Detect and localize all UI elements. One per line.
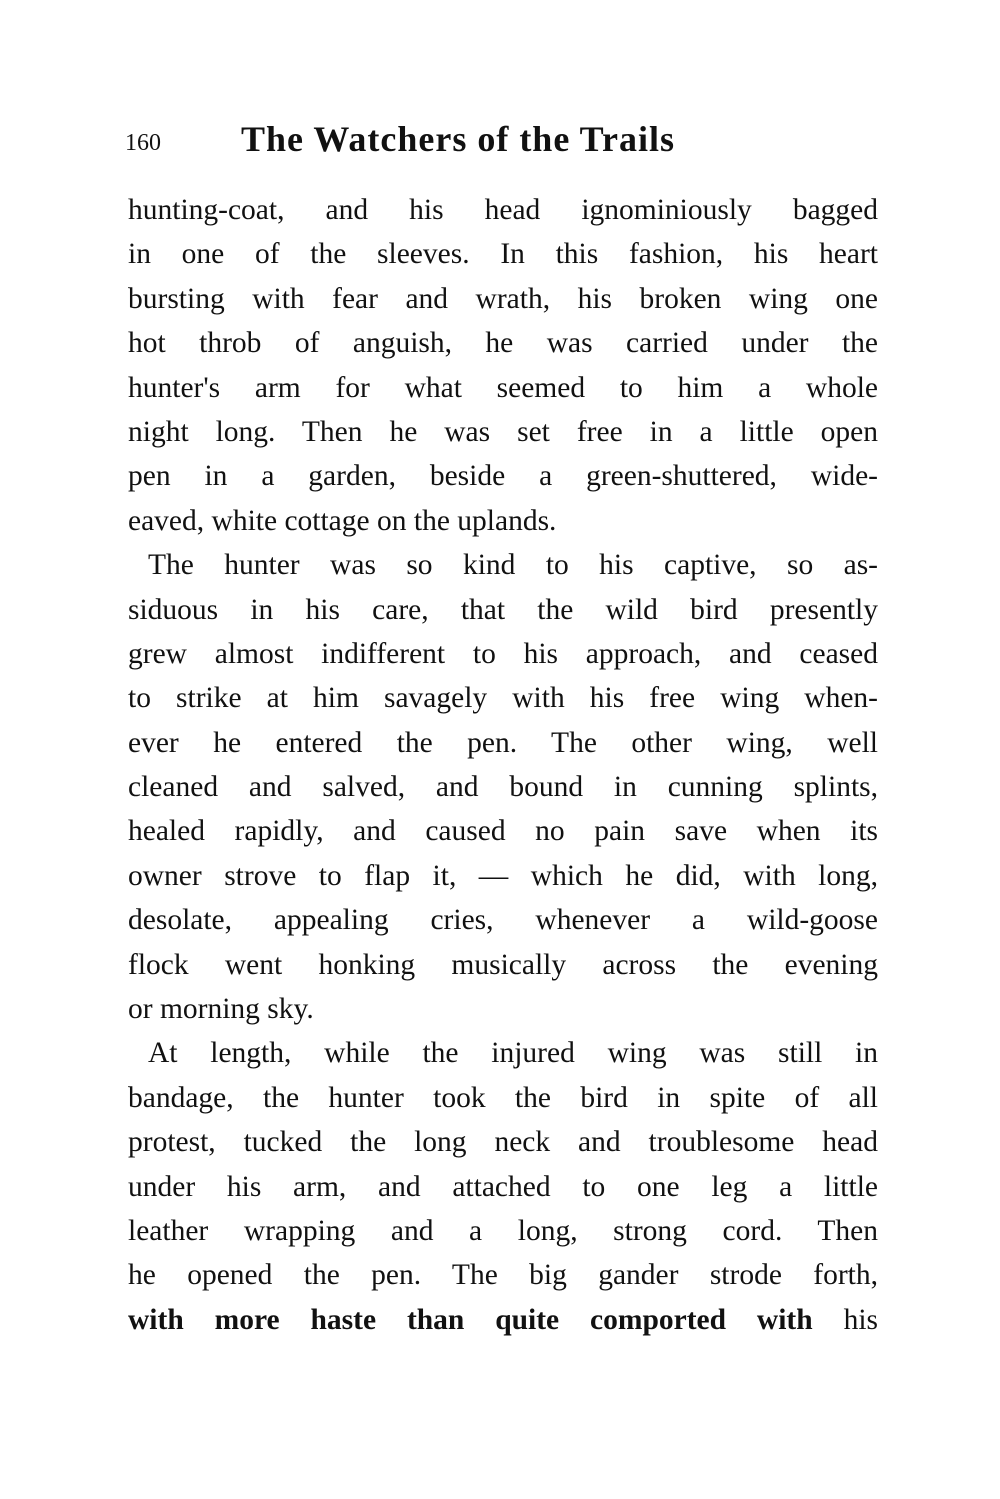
text-line: hunting-coat, and his head ignominiously bagged <box>128 194 878 226</box>
text-line: healed rapidly, and caused no pain save when its <box>128 815 878 848</box>
text-line: owner strove to flap it, — which he did, with long, <box>128 859 878 892</box>
text-line: grew almost indifferent to his approach, and ceased <box>128 637 878 670</box>
text-line: flock went honking musically across the evening <box>128 948 878 981</box>
text-line: bursting with fear and wrath, his broken wing one <box>128 282 878 315</box>
text-line: At length, while the injured wing was still in <box>148 1037 878 1070</box>
bold-text: with more haste than quite comported with <box>128 1303 813 1336</box>
text-line: under his arm, and attached to one leg a little <box>128 1170 878 1203</box>
text-line: to strike at him savagely with his free wing when- <box>128 682 878 715</box>
text-line: bandage, the hunter took the bird in spite of all <box>128 1081 878 1114</box>
text-line: ever he entered the pen. The other wing, well <box>128 726 878 759</box>
text-line: in one of the sleeves. In this fashion, his heart <box>128 238 878 271</box>
text-line: cleaned and salved, and bound in cunning splints, <box>128 771 878 804</box>
text-line: leather wrapping and a long, strong cord. Then <box>128 1214 878 1247</box>
text-line: hot throb of anguish, he was carried under the <box>128 327 878 360</box>
paragraph <box>128 543 878 1031</box>
body-text <box>128 188 878 1342</box>
text-line: protest, tucked the long neck and troublesome head <box>128 1126 878 1159</box>
page-number: 160 <box>125 130 161 156</box>
text-line: pen in a garden, beside a green-shuttered, wide- <box>128 460 878 493</box>
text-fragment: his <box>812 1303 878 1336</box>
text-line: desolate, appealing cries, whenever a wild-goose <box>128 904 878 937</box>
text-line: or morning sky. <box>128 993 314 1026</box>
running-title: The Watchers of the Trails <box>241 119 675 159</box>
text-line: he opened the pen. The big gander strode forth, <box>128 1259 878 1292</box>
text-line: siduous in his care, that the wild bird presently <box>128 593 878 626</box>
text-line <box>128 1298 878 1342</box>
page-header <box>125 118 885 168</box>
paragraph <box>128 188 878 543</box>
text-line: hunter's arm for what seemed to him a whole <box>128 371 878 404</box>
paragraph <box>128 1031 878 1342</box>
text-line: night long. Then he was set free in a little open <box>128 415 878 448</box>
text-line: eaved, white cottage on the uplands. <box>128 504 557 537</box>
text-line: The hunter was so kind to his captive, so as- <box>148 549 878 582</box>
